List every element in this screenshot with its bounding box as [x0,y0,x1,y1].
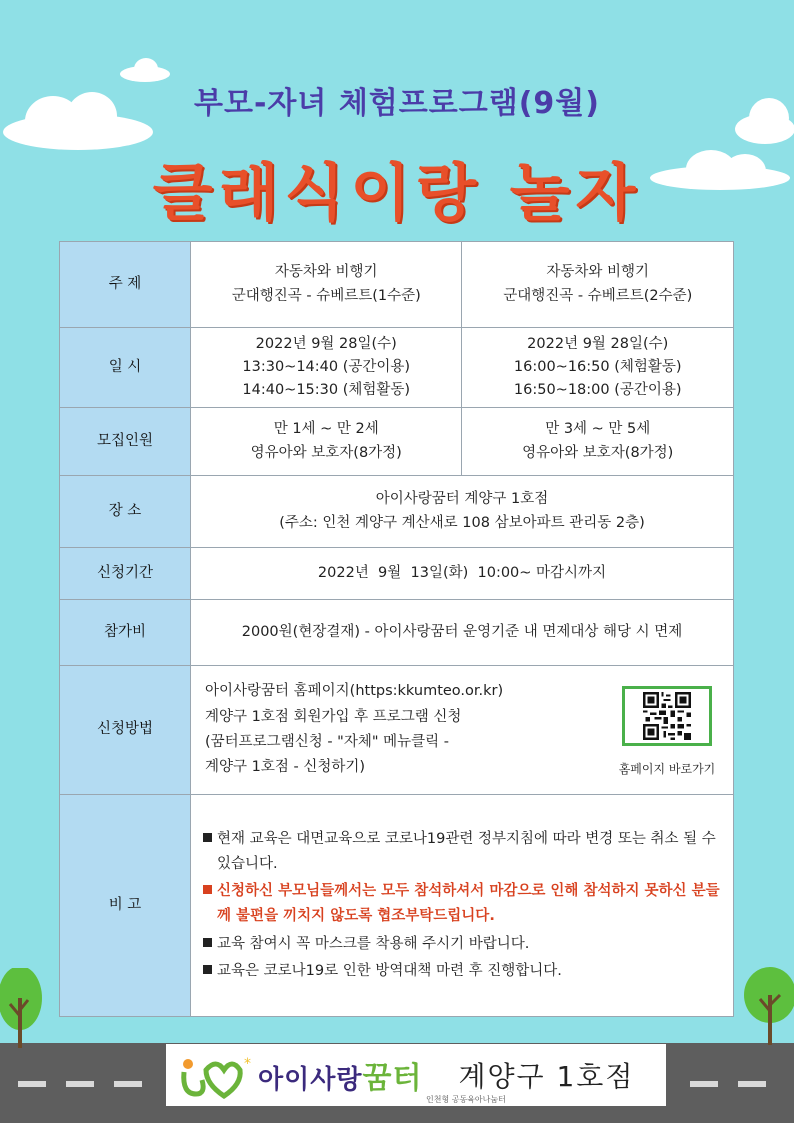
branch-name: 계양구 1호점 [458,1060,635,1093]
datetime-1-slot-2: 14:40~15:30 (체험활동) [242,382,411,399]
place-name: 아이사랑꿈터 계양구 1호점 [375,491,549,508]
method-line-2: 계양구 1호점 회원가입 후 프로그램 신청 [205,708,462,725]
method-value [191,666,734,795]
datetime-2-slot-2: 16:50~18:00 (공간이용) [513,382,682,399]
label-fee: 참가비 [60,600,191,666]
svg-text:*: * [244,1056,251,1072]
note-text: 교육 참여시 꼭 마스크를 착용해 주시기 바랍니다. [217,935,530,952]
qr-code-icon[interactable] [622,686,712,746]
label-topic: 주 제 [60,242,191,328]
datetime-2-date: 2022년 9월 28일(수) [527,335,669,352]
footer-logo [166,1044,666,1106]
road-dash [18,1081,46,1087]
note-item-highlight [203,879,721,928]
brand-name-b: 꿈터 [362,1061,423,1096]
tree-right-icon [740,965,794,1045]
datetime-1-slot-1: 13:30~14:40 (공간이용) [242,358,411,375]
recruit-2-count: 영유아와 보호자(8가정) [522,444,674,461]
table-row-fee [60,600,734,666]
table-row-method [60,666,734,795]
table-row-notes [60,795,734,1017]
note-item [203,932,721,957]
recruit-1-age: 만 1세 ~ 만 2세 [273,421,379,438]
square-bullet-icon [203,833,212,842]
table-row-topic [60,242,734,328]
note-text: 신청하신 부모님들께서는 모두 참석하셔서 마감으로 인해 참석하지 못하신 분들께 불편을 끼치지 않도록 협조부탁드립니다. [217,883,720,924]
note-text: 교육은 코로나19로 인한 방역대책 마련 후 진행합니다. [217,963,562,980]
recruit-2-age: 만 3세 ~ 만 5세 [545,421,651,438]
square-bullet-icon [203,965,212,974]
topic-level-1 [191,242,462,328]
program-subtitle: 부모-자녀 체험프로그램(9월) [194,86,600,121]
place-address: (주소: 인천 계양구 계산새로 108 삼보아파트 관리동 2층) [279,514,645,531]
datetime-1-date: 2022년 9월 28일(수) [255,335,397,352]
topic-2-music: 군대행진곡 - 슈베르트(2수준) [503,287,693,304]
brand-name-a: 아이사랑 [258,1065,363,1095]
tree-left-icon [0,968,44,1048]
road-dash [738,1081,766,1087]
table-row-period [60,548,734,600]
recruit-group-2 [462,408,734,476]
brand-name [258,1053,422,1097]
label-datetime: 일 시 [60,328,191,408]
topic-level-2 [462,242,734,328]
brand-tagline: 인천형 공동육아나눔터 [426,1095,506,1104]
datetime-session-2 [462,328,734,408]
note-item [203,959,721,984]
square-bullet-icon [203,938,212,947]
square-bullet-icon [203,885,212,894]
method-line-4: 계양구 1호점 - 신청하기) [205,759,366,776]
label-period: 신청기간 [60,548,191,600]
period-value: 2022년 9월 13일(화) 10:00~ 마감시까지 [191,548,734,600]
note-text: 현재 교육은 대면교육으로 코로나19관련 정부지침에 따라 변경 또는 취소 될 수 있습니다. [217,831,716,872]
datetime-2-slot-1: 16:00~16:50 (체험활동) [513,358,682,375]
fee-value: 2000원(현장결재) - 아이사랑꿈터 운영기준 내 면제대상 해당 시 면제 [191,600,734,666]
table-row-datetime [60,328,734,408]
datetime-session-1 [191,328,462,408]
recruit-group-1 [191,408,462,476]
road-dash [66,1081,94,1087]
road-dash [114,1081,142,1087]
notes-value [191,795,734,1017]
road-dash [690,1081,718,1087]
label-notes: 비 고 [60,795,191,1017]
topic-2-title: 자동차와 비행기 [546,264,650,281]
info-table [59,241,734,1017]
program-title: 클래식이랑 놀자 [152,156,642,229]
topic-1-music: 군대행진곡 - 슈베르트(1수준) [231,287,421,304]
table-row-recruit [60,408,734,476]
label-recruit: 모집인원 [60,408,191,476]
topic-1-title: 자동차와 비행기 [274,264,378,281]
homepage-qr[interactable] [617,686,717,779]
label-place: 장 소 [60,476,191,548]
method-line-1: 아이사랑꿈터 홈페이지(https:kkumteo.or.kr) [205,683,504,700]
qr-label[interactable]: 홈페이지 바로가기 [618,762,716,776]
recruit-1-count: 영유아와 보호자(8가정) [250,444,402,461]
method-line-3: (꿈터프로그램신청 - "자체" 메뉴클릭 - [205,734,449,750]
label-method: 신청방법 [60,666,191,795]
note-item [203,827,721,876]
table-row-place [60,476,734,548]
place-value [191,476,734,548]
heart-logo-icon [176,1050,258,1100]
